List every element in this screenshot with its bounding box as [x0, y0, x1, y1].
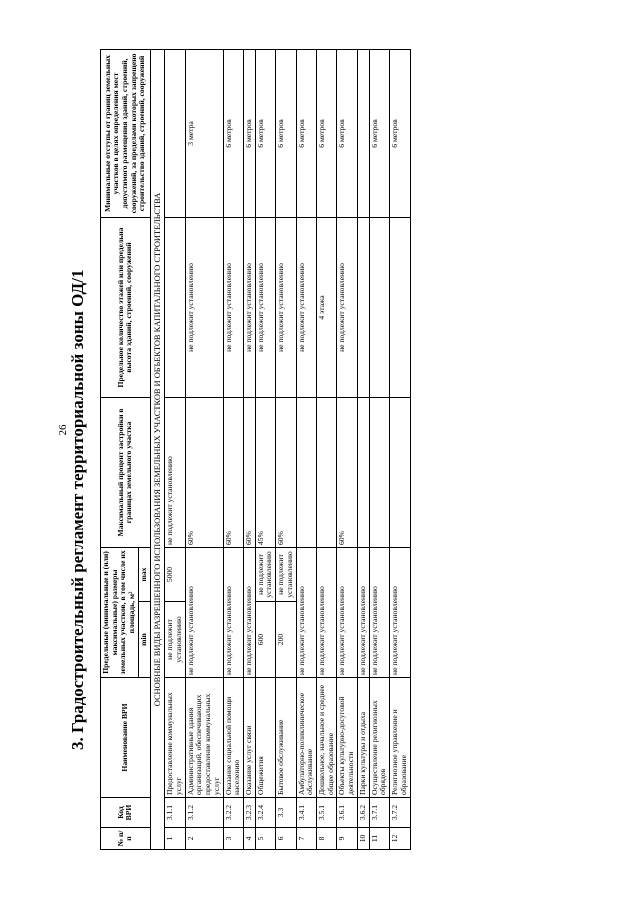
row-code: 3.6.1: [337, 798, 357, 828]
row-number: 4: [244, 828, 256, 850]
row-floors: [357, 217, 369, 397]
row-floors: не подлежит установлению: [337, 217, 357, 397]
row-name: Административные здания организаций, обеспечивающих предоставление коммунальных услуг: [185, 678, 223, 798]
row-setback: 6 метров: [223, 49, 243, 217]
regulation-table-wrapper: [100, 50, 560, 850]
table-row: [317, 49, 337, 849]
row-setback: 6 метров: [255, 49, 275, 217]
row-build-pct: [296, 397, 316, 547]
row-number: 1: [165, 828, 185, 850]
row-area: не подлежит установлению: [244, 547, 256, 677]
row-number: 12: [390, 828, 410, 850]
row-code: 3.2.2: [223, 798, 243, 828]
table-row: [357, 49, 369, 849]
header-build-pct: Максимальный процент застройки в границах земельного участка: [101, 397, 151, 547]
row-name: Дошкольное, начальное и среднее общее образование: [317, 678, 337, 798]
row-build-pct: [357, 397, 369, 547]
row-code: 3.3: [276, 798, 296, 828]
row-area-max: не подлежит установлению: [255, 547, 275, 601]
row-area-min: не подлежит установлению: [165, 602, 185, 678]
page-number: 26: [57, 424, 69, 436]
row-floors: не подлежит установлению: [255, 217, 275, 397]
row-code: 3.7.1: [369, 798, 389, 828]
row-name: Парки культуры и отдыха: [357, 678, 369, 798]
row-number: 5: [255, 828, 275, 850]
row-name: Религиозное управление и образование: [390, 678, 410, 798]
row-area-min: 600: [255, 602, 275, 678]
row-code: 3.4.1: [296, 798, 316, 828]
row-area-max: 5000: [165, 547, 185, 601]
row-area: не подлежит установлению: [185, 547, 223, 677]
row-setback: [357, 49, 369, 217]
row-setback: 6 метров: [244, 49, 256, 217]
row-build-pct: 60%: [223, 397, 243, 547]
row-floors: не подлежит установлению: [276, 217, 296, 397]
section-title: ОСНОВНЫЕ ВИДЫ РАЗРЕШЕННОГО ИСПОЛЬЗОВАНИЯ ЗЕМЕЛЬНЫХ УЧАСТКОВ И ОБЪЕКТОВ КАПИТАЛЬНОГО СТРОИТЕЛЬСТВА: [150, 49, 165, 849]
row-code: 3.1.1: [165, 798, 185, 828]
row-number: 3: [223, 828, 243, 850]
row-area-min: 200: [276, 602, 296, 678]
row-floors: 4 этажа: [317, 217, 337, 397]
row-area: не подлежит установлению: [296, 547, 316, 677]
row-build-pct: 60%: [185, 397, 223, 547]
row-number: 7: [296, 828, 316, 850]
row-floors: [369, 217, 389, 397]
table-row: [276, 49, 296, 849]
row-code: 3.2.3: [244, 798, 256, 828]
row-build-pct: 45%: [255, 397, 275, 547]
row-build-pct: 60%: [276, 397, 296, 547]
header-setback: Минимальные отступы от границ земельных участков в целях определения мест допустимого размещения зданий, строений, сооружений, за пределами которых запрещено строительство зданий, строений, сооружений: [101, 49, 151, 217]
header-row: [101, 49, 139, 849]
table-row: [244, 49, 256, 849]
row-name: Оказание социальной помощи населению: [223, 678, 243, 798]
section-row: [150, 49, 165, 849]
row-code: 3.6.2: [357, 798, 369, 828]
table-row: [185, 49, 223, 849]
row-setback: 6 метров: [317, 49, 337, 217]
row-build-pct: 60%: [244, 397, 256, 547]
table-row: [337, 49, 357, 849]
row-setback: 3 метра: [185, 49, 223, 217]
row-area: не подлежит установлению: [223, 547, 243, 677]
row-area: не подлежит установлению: [357, 547, 369, 677]
row-number: 11: [369, 828, 389, 850]
row-code: 3.2.4: [255, 798, 275, 828]
row-setback: 6 метров: [390, 49, 410, 217]
table-row: [223, 49, 243, 849]
row-code: 3.7.2: [390, 798, 410, 828]
regulation-table: [100, 49, 411, 850]
row-name: Амбулаторно-поликлиническое обслуживание: [296, 678, 316, 798]
row-setback: 6 метров: [296, 49, 316, 217]
row-floors: не подлежит установлению: [223, 217, 243, 397]
row-name: Предоставление коммунальных услуг: [165, 678, 185, 798]
row-code: 3.5.1: [317, 798, 337, 828]
row-build-pct: не подлежит установлению: [165, 397, 185, 547]
header-num: № п/п: [101, 828, 151, 850]
header-area: Предельные (минимальные и (или) максимальные) размеры земельных участков, в том числе их площадь, м²: [101, 547, 139, 677]
header-floors: Предельное количество этажей или предельна высота зданий, строений, сооружений: [101, 217, 151, 397]
row-build-pct: [369, 397, 389, 547]
row-number: 8: [317, 828, 337, 850]
row-setback: [165, 49, 185, 217]
row-build-pct: [390, 397, 410, 547]
row-area: не подлежит установлению: [337, 547, 357, 677]
row-build-pct: 60%: [337, 397, 357, 547]
header-min: min: [138, 602, 150, 678]
row-area-max: не подлежит установлению: [276, 547, 296, 601]
table-row: [165, 49, 185, 849]
row-name: Бытовое обслуживание: [276, 678, 296, 798]
table-row: [390, 49, 410, 849]
row-area: не подлежит установлению: [317, 547, 337, 677]
header-code: Код ВРИ: [101, 798, 151, 828]
header-name: Наименование ВРИ: [101, 678, 151, 798]
document-title: 3. Градостроительный регламент территориальной зоны ОД/1: [68, 269, 87, 750]
row-number: 9: [337, 828, 357, 850]
row-area: не подлежит установлению: [390, 547, 410, 677]
table-row: [255, 49, 275, 849]
row-setback: 6 метров: [369, 49, 389, 217]
row-setback: 6 метров: [337, 49, 357, 217]
header-max: max: [138, 547, 150, 601]
table-row: [369, 49, 389, 849]
row-floors: не подлежит установлению: [296, 217, 316, 397]
row-code: 3.1.2: [185, 798, 223, 828]
row-name: Оказание услуг связи: [244, 678, 256, 798]
row-build-pct: [317, 397, 337, 547]
row-name: Объекты культурно-досуговой деятельности: [337, 678, 357, 798]
table-row: [296, 49, 316, 849]
row-floors: не подлежит установлению: [244, 217, 256, 397]
row-name: Осуществление религиозных обрядов: [369, 678, 389, 798]
row-setback: 6 метров: [276, 49, 296, 217]
row-floors: [390, 217, 410, 397]
row-area: не подлежит установлению: [369, 547, 389, 677]
row-floors: [165, 217, 185, 397]
row-number: 6: [276, 828, 296, 850]
row-number: 10: [357, 828, 369, 850]
row-name: Общежития: [255, 678, 275, 798]
row-floors: не подлежит установлению: [185, 217, 223, 397]
row-number: 2: [185, 828, 223, 850]
